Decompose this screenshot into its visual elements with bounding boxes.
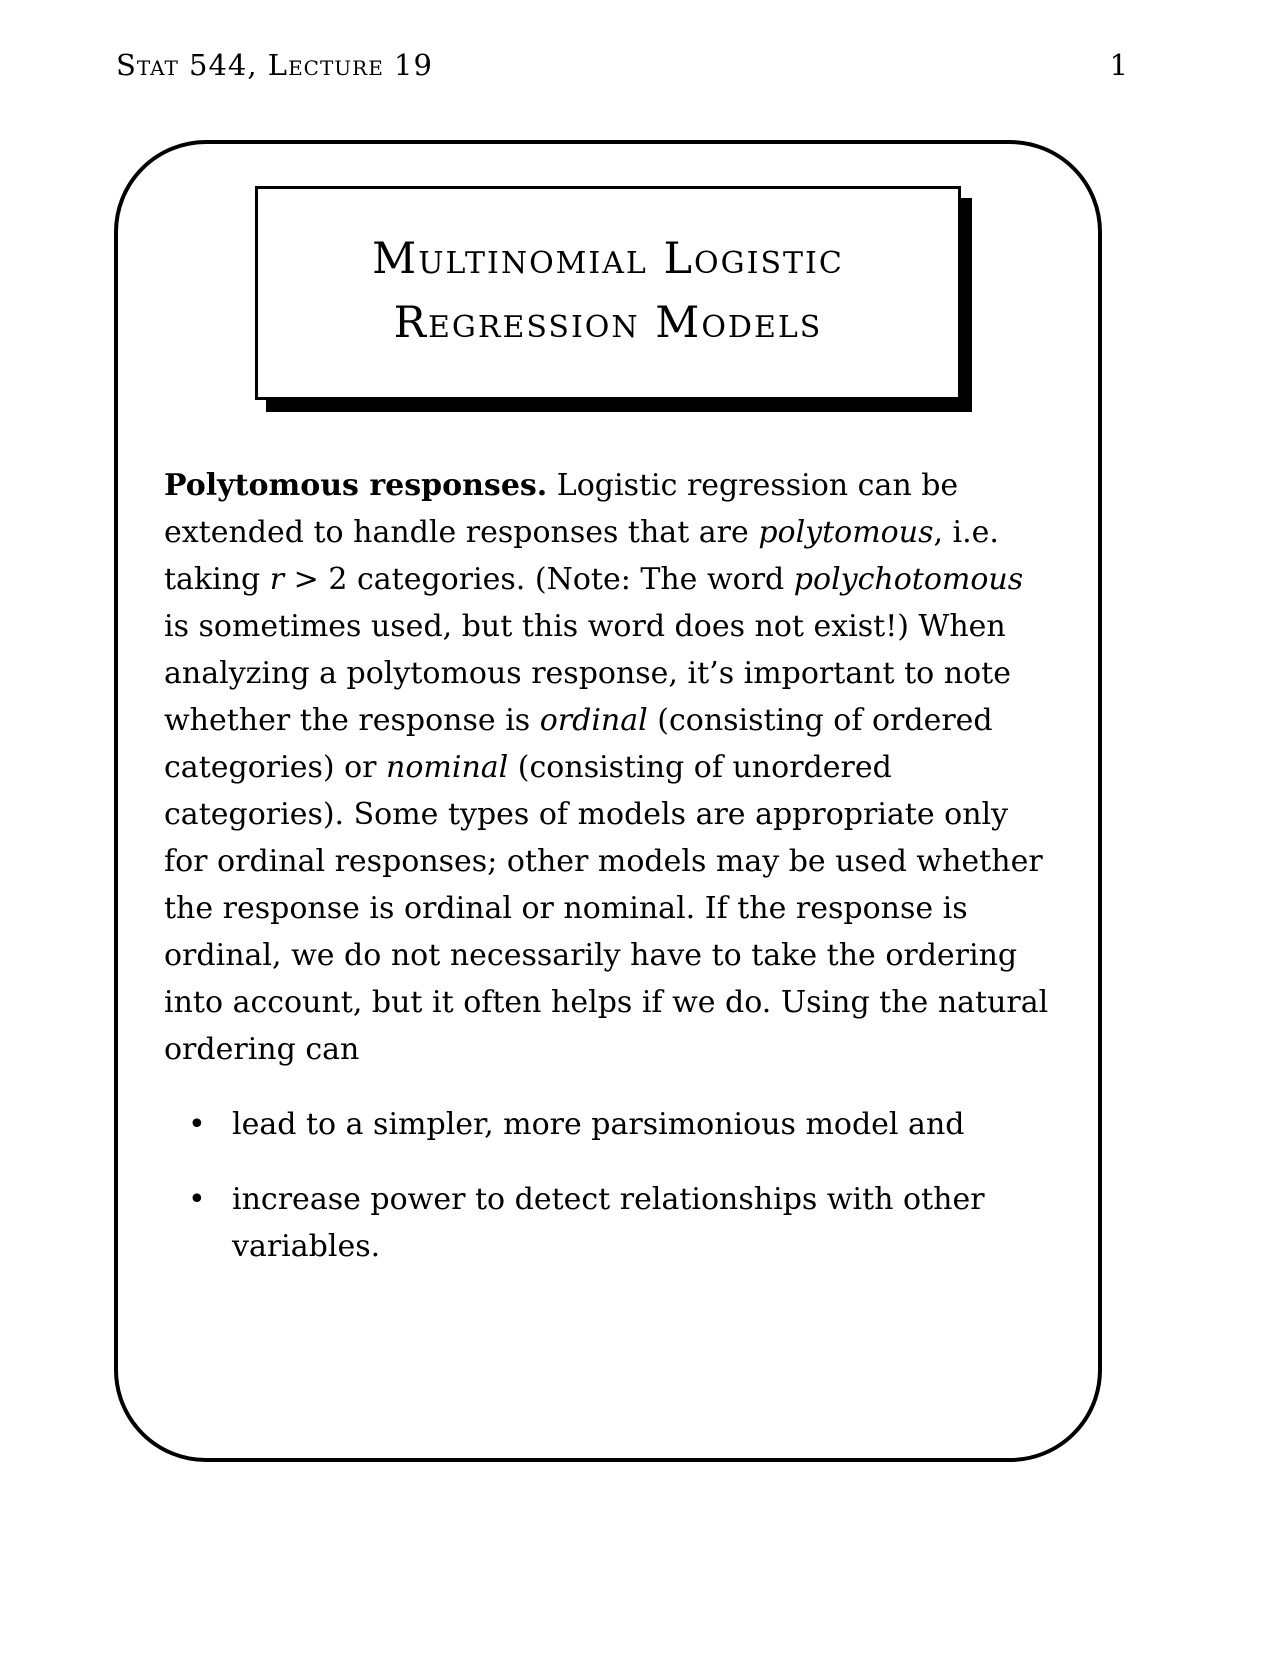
paragraph-segment-italic: ordinal	[539, 703, 648, 738]
slide-title-line-1: Multinomial Logistic	[372, 234, 844, 284]
paragraph-segment: > 2 categories. (Note: The word	[284, 562, 794, 597]
list-item	[188, 1176, 1054, 1270]
paragraph-segment-bold-lead: Polytomous responses.	[164, 468, 548, 503]
slide-frame	[114, 140, 1102, 1462]
bullet-list	[188, 1101, 1054, 1270]
paragraph-segment: is sometimes used, but this word does not exist!) When analyzing a polytomous response, it’s important to note whether the response is	[164, 609, 1011, 738]
bullet-text: lead to a simpler, more parsimonious model and	[232, 1107, 965, 1142]
paragraph-segment: (consisting of ordered categories) or	[164, 703, 993, 785]
page-header	[116, 48, 1128, 82]
bullet-icon: •	[188, 1107, 206, 1142]
bullet-icon: •	[188, 1182, 206, 1217]
bullet-text: increase power to detect relationships with other variables.	[232, 1182, 985, 1264]
body-paragraph	[164, 462, 1054, 1073]
paragraph-segment: Logistic regression can be extended to handle responses that are	[164, 468, 959, 550]
page-number: 1	[1109, 48, 1128, 82]
slide-title-line-2: Regression Models	[393, 298, 823, 348]
paragraph-segment-italic: nominal	[386, 750, 509, 785]
paragraph-segment-italic: r	[269, 562, 285, 597]
paragraph-segment-italic: polytomous	[758, 515, 934, 550]
list-item	[188, 1101, 1054, 1148]
paragraph-segment: (consisting of unordered categories). Some types of models are appropriate only for ordinal responses; other models may be used whether the response is ordinal or nominal. If the response is ordinal, we do not necessarily have to take the ordering into account, but it often helps if we do. Using the natural ordering can	[164, 750, 1049, 1067]
paragraph-segment: , i.e. taking	[164, 515, 999, 597]
slide-title-box	[255, 186, 961, 400]
paragraph-segment-italic: polychotomous	[793, 562, 1024, 597]
course-title: Stat 544, Lecture 19	[116, 48, 433, 82]
